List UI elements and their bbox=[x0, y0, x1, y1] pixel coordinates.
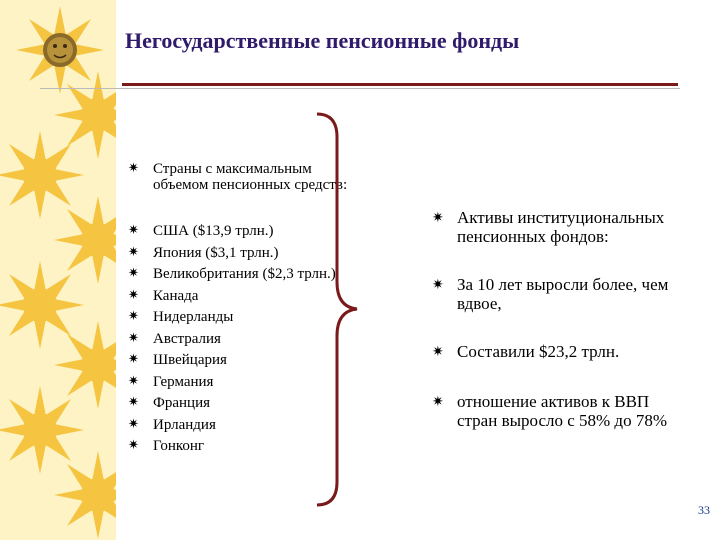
title-divider bbox=[122, 83, 678, 86]
country-label: Великобритания ($2,3 трлн.) bbox=[153, 266, 336, 282]
star-bullet-icon: ✷ bbox=[128, 416, 139, 432]
country-label: Япония ($3,1 трлн.) bbox=[153, 244, 279, 261]
country-label: Нидерланды bbox=[153, 309, 234, 325]
right-point-line-1: Составили $23,2 трлн. bbox=[457, 342, 620, 361]
intro-line-2: объемом пенсионных средств: bbox=[153, 177, 348, 193]
sun-icon bbox=[0, 131, 84, 219]
country-label: Германия bbox=[153, 373, 214, 390]
star-bullet-icon: ✷ bbox=[128, 373, 139, 389]
intro-line-1: Страны с максимальным bbox=[153, 161, 312, 177]
right-point-line-1: Активы институциональных bbox=[457, 208, 665, 227]
sun-pattern bbox=[0, 0, 116, 540]
star-bullet-icon: ✷ bbox=[432, 277, 444, 293]
star-bullet-icon: ✷ bbox=[128, 244, 139, 260]
right-point-line-2: вдвое, bbox=[457, 294, 502, 313]
country-label: США ($13,9 трлн.) bbox=[153, 223, 274, 239]
decorative-strip bbox=[0, 0, 116, 540]
star-bullet-icon: ✷ bbox=[128, 223, 139, 238]
page-number: 33 bbox=[698, 503, 710, 517]
country-label: Австралия bbox=[153, 330, 221, 347]
sun-icon bbox=[0, 386, 84, 474]
sun-icon bbox=[54, 71, 116, 159]
star-bullet-icon: ✷ bbox=[128, 438, 139, 453]
star-bullet-icon: ✷ bbox=[128, 309, 139, 324]
star-bullet-icon: ✷ bbox=[128, 266, 139, 281]
sun-icon bbox=[54, 451, 116, 539]
right-point-line-2: пенсионных фондов: bbox=[457, 227, 609, 246]
star-bullet-icon: ✷ bbox=[128, 395, 139, 410]
star-bullet-icon: ✷ bbox=[432, 344, 444, 360]
sun-icon bbox=[0, 261, 84, 349]
star-bullet-icon: ✷ bbox=[128, 287, 139, 303]
right-point-line-2: стран выросло с 58% до 78% bbox=[457, 411, 667, 430]
star-bullet-icon: ✷ bbox=[128, 352, 139, 367]
star-bullet-icon: ✷ bbox=[432, 210, 444, 226]
sun-icon bbox=[54, 321, 116, 409]
country-label: Франция bbox=[153, 395, 210, 411]
country-label: Гонконг bbox=[153, 438, 205, 454]
right-point-line-1: отношение активов к ВВП bbox=[457, 392, 650, 411]
star-bullet-icon: ✷ bbox=[432, 394, 444, 410]
country-label: Швейцария bbox=[153, 352, 227, 368]
country-label: Ирландия bbox=[153, 416, 216, 433]
page-title: Негосударственные пенсионные фонды bbox=[125, 28, 520, 53]
star-bullet-icon: ✷ bbox=[128, 330, 139, 346]
right-point-line-1: За 10 лет выросли более, чем bbox=[457, 275, 669, 294]
title-divider-shadow bbox=[40, 88, 680, 89]
country-label: Канада bbox=[153, 287, 199, 304]
star-bullet-icon: ✷ bbox=[128, 161, 139, 176]
sun-icon bbox=[54, 196, 116, 284]
curly-brace-icon bbox=[312, 112, 372, 507]
sun-icon bbox=[16, 6, 104, 94]
